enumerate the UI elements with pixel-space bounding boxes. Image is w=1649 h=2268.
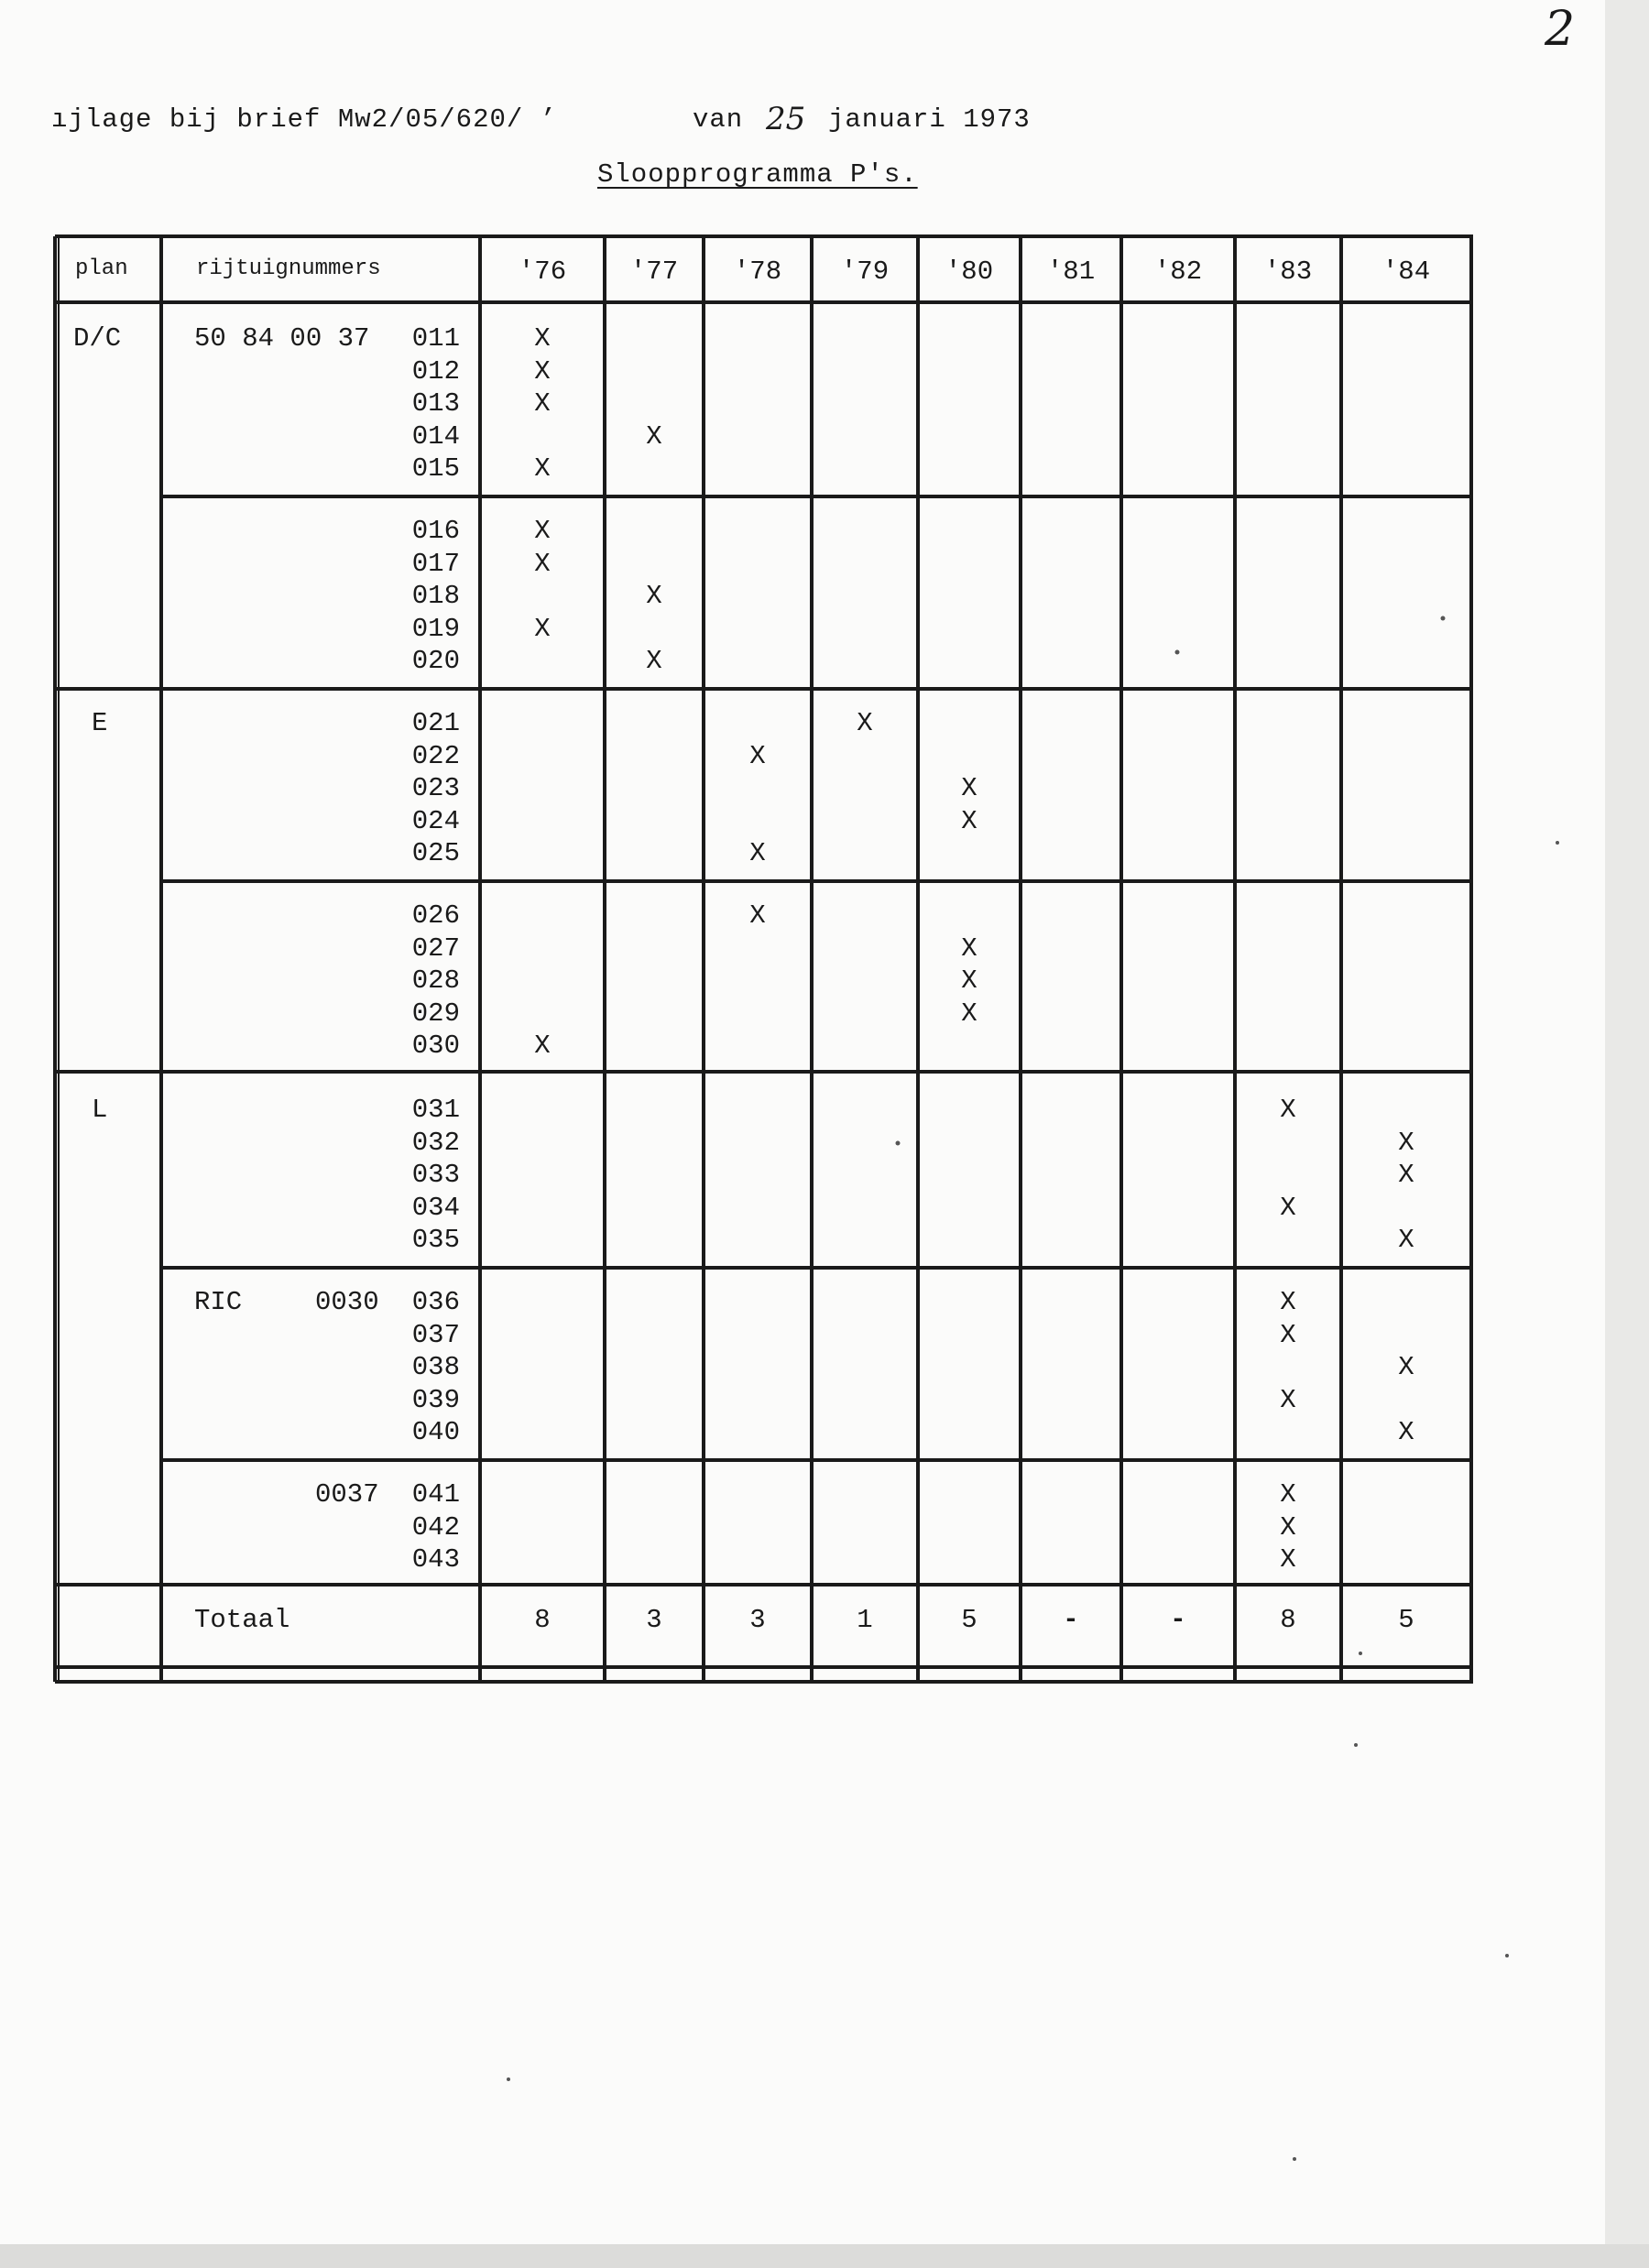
scrap-mark: X [749,900,766,931]
scrap-mark: X [534,355,551,387]
vehicle-number: 032 [411,1127,460,1158]
column-header-plan: plan [75,256,128,281]
vehicle-number: 029 [411,998,460,1029]
vehicle-number: 034 [411,1192,460,1223]
year-header-80: '80 [945,256,994,287]
vehicle-number: 040 [411,1417,460,1447]
year-header-77: '77 [629,256,679,287]
vehicle-number: 024 [411,805,460,836]
year-header-84: '84 [1381,256,1431,287]
plan-label: L [92,1095,108,1125]
page-number: 2 [1545,2,1576,57]
year-header-76: '76 [518,256,567,287]
scrap-mark: X [857,708,873,738]
scrap-mark: X [646,420,662,452]
vehicle-number: 026 [411,900,460,931]
total-value: - [1063,1605,1079,1635]
scrap-mark: X [534,1030,551,1061]
total-value: 5 [961,1605,977,1635]
scrap-mark: X [961,805,977,836]
total-value: 5 [1398,1605,1414,1635]
vehicle-number: 019 [411,613,460,644]
scrap-mark: X [1398,1352,1414,1382]
scrap-mark: X [961,965,977,996]
vehicle-number: 037 [411,1319,460,1350]
header-month-year: januari 1973 [828,104,1031,135]
plan-label: E [92,708,108,738]
vehicle-number: 013 [411,388,460,419]
letter-reference: ıjlage bij brief Mw2/05/620/ ’ [51,104,558,135]
vehicle-number: 014 [411,420,460,452]
vehicle-number: 036 [411,1287,460,1317]
vehicle-number: 042 [411,1511,460,1543]
total-value: - [1170,1605,1186,1635]
scrap-mark: X [1280,1384,1296,1415]
scrap-mark: X [534,453,551,484]
vehicle-number: 025 [411,838,460,868]
vehicle-number: 021 [411,708,460,738]
total-value: 8 [1280,1605,1296,1635]
vehicle-number: 039 [411,1384,460,1415]
scrap-mark: X [534,388,551,419]
document-title: Sloopprogramma P's. [597,159,918,190]
scrap-mark: X [1280,1095,1296,1125]
total-value: 1 [857,1605,873,1635]
vehicle-number: 041 [411,1479,460,1510]
scrap-mark: X [1280,1544,1296,1575]
scrap-mark: X [961,998,977,1029]
scrap-mark: X [1280,1319,1296,1350]
year-header-82: '82 [1153,256,1203,287]
scrap-mark: X [1280,1479,1296,1510]
vehicle-number: 020 [411,646,460,676]
total-value: 3 [646,1605,662,1635]
header-van: van [693,104,744,135]
plan-label: D/C [73,323,122,354]
scrap-mark: X [961,773,977,803]
vehicle-number: 030 [411,1030,460,1061]
scrap-mark: X [534,548,551,579]
scrap-mark: X [749,838,766,868]
year-header-81: '81 [1046,256,1096,287]
vehicle-number: 033 [411,1160,460,1190]
scrap-mark: X [1280,1511,1296,1543]
total-value: 3 [749,1605,766,1635]
vehicle-number: 023 [411,773,460,803]
scrap-mark: X [1398,1127,1414,1158]
scrap-mark: X [1280,1287,1296,1317]
vehicle-number: 038 [411,1352,460,1382]
scrap-mark: X [534,323,551,354]
scrap-mark: X [1398,1225,1414,1255]
year-header-79: '79 [840,256,890,287]
group-prefix: RIC [194,1287,243,1317]
vehicle-number: 027 [411,932,460,964]
vehicle-number: 011 [411,323,460,354]
group-prefix: 50 84 00 37 [194,323,370,354]
total-label: Totaal [194,1605,290,1635]
scrap-mark: X [534,613,551,644]
year-header-78: '78 [733,256,782,287]
vehicle-number: 031 [411,1095,460,1125]
scrap-mark: X [1280,1192,1296,1223]
vehicle-number: 017 [411,548,460,579]
scrap-mark: X [1398,1160,1414,1190]
vehicle-number: 035 [411,1225,460,1255]
group-prefix-2: 0037 [315,1479,379,1510]
scrap-mark: X [749,740,766,771]
scrap-mark: X [961,932,977,964]
scrap-mark: X [1398,1417,1414,1447]
vehicle-number: 028 [411,965,460,996]
vehicle-number: 016 [411,516,460,546]
handwritten-day: 25 [766,101,806,137]
vehicle-number: 043 [411,1544,460,1575]
vehicle-number: 012 [411,355,460,387]
total-value: 8 [534,1605,551,1635]
column-header-rijtuignummers: rijtuignummers [196,256,381,281]
year-header-83: '83 [1263,256,1313,287]
vehicle-number: 018 [411,581,460,611]
scrap-mark: X [646,646,662,676]
vehicle-number: 022 [411,740,460,771]
scrap-mark: X [534,516,551,546]
scrap-mark: X [646,581,662,611]
group-prefix-2: 0030 [315,1287,379,1317]
vehicle-number: 015 [411,453,460,484]
